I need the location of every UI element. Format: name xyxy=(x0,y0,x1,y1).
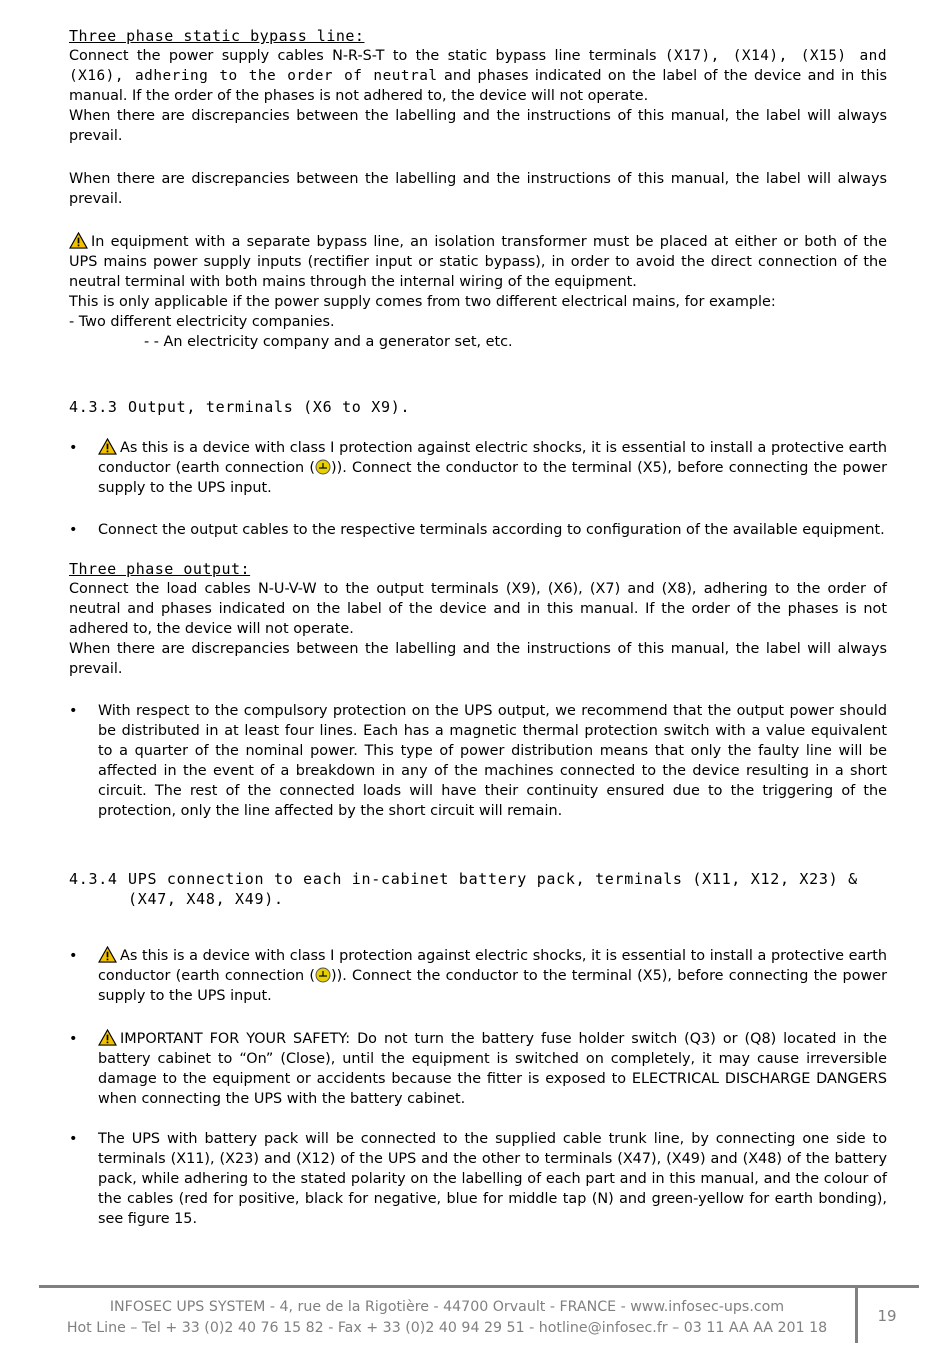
bullet-marker: • xyxy=(69,1031,78,1047)
bypass-p1-part-b: (X17), (X14), (X15) and (X16), adhering to the order of neutral xyxy=(69,48,887,84)
footer-address: INFOSEC UPS SYSTEM - 4, rue de la Rigotière - 44700 Orvault - FRANCE - www.infosec-ups.com xyxy=(109,1299,785,1315)
bypass-warning-text: In equipment with a separate bypass line, an isolation transformer must be placed at either or both of the UPS mains power supply inputs (rectifier input or static bypass), in order to avoid the direct connection of the neutral terminal with both mains through the internal wiring of the equipment. xyxy=(69,234,887,290)
bullet-marker: • xyxy=(69,1131,78,1147)
list-item xyxy=(69,946,887,1006)
list-item xyxy=(69,438,887,498)
section-number: 4.3.3 xyxy=(69,398,118,416)
earth-icon xyxy=(315,459,331,475)
bullet-marker: • xyxy=(69,703,78,719)
section-title: UPS connection to each in-cabinet battery pack, terminals (X11, X12, X23) & (X47, X48, X49). xyxy=(128,870,858,908)
footer xyxy=(39,1297,855,1339)
bullet-marker: • xyxy=(69,948,78,964)
bypass-p1-part-c: and phases indicated on the label of the device and in this manual. If the order of the phases is not adhered to, the device will not operate. xyxy=(69,68,887,104)
list-item-text: )). Connect the conductor to the terminal (X5), before connecting the power supply to the UPS input. xyxy=(98,968,887,1004)
list-item xyxy=(69,1129,887,1229)
footer-contact: Hot Line – Tel + 33 (0)2 40 76 15 82 - Fax + 33 (0)2 40 94 29 51 - hotline@infosec.fr – 03 11 AA AA 201 18 xyxy=(66,1320,828,1336)
section-4-3-3-heading xyxy=(69,397,887,417)
list-item xyxy=(69,701,887,821)
document-page xyxy=(69,26,887,1229)
section-title: Output, terminals (X6 to X9). xyxy=(128,398,411,416)
footer-divider xyxy=(39,1285,919,1288)
bullet-marker: • xyxy=(69,440,78,456)
output-paragraph-1: Connect the load cables N-U-V-W to the output terminals (X9), (X6), (X7) and (X8), adhering to the order of neutral and phases indicated on the label of the device and in this manual. If the order of the phases is not adhered to, the device will not operate. xyxy=(69,581,887,637)
bypass-p1-part-a: Connect the power supply cables N-R-S-T to the static bypass line terminals xyxy=(69,48,665,64)
bypass-warning-paragraph xyxy=(69,232,887,292)
warning-icon xyxy=(98,438,117,455)
warning-icon xyxy=(98,946,117,963)
list-item-text: With respect to the compulsory protection on the UPS output, we recommend that the output power should be distributed in at least four lines. Each has a magnetic thermal protection switch with a value equivalent to a quarter of the nominal power. This type of power distribution means that only the faulty line will be affected in the event of a breakdown in any of the machines connected to the device resulting in a short circuit. The rest of the connected loads will have their continuity ensured due to the triggering of the protection, only the line affected by the short circuit will remain. xyxy=(98,703,887,819)
output-paragraph-2: When there are discrepancies between the labelling and the instructions of this manual, the label will always prevail. xyxy=(69,641,887,677)
section-4-3-4-heading xyxy=(69,869,887,909)
list-item-text: As this is a device with class I protection against electric shocks, it is essential to install a protective earth conductor (earth connection ( xyxy=(98,440,887,476)
section-number: 4.3.4 xyxy=(69,870,118,888)
footer-vertical-divider xyxy=(855,1288,858,1343)
list-item-text: As this is a device with class I protection against electric shocks, it is essential to install a protective earth conductor (earth connection ( xyxy=(98,948,887,984)
bypass-applicable: This is only applicable if the power supply comes from two different electrical mains, for example: xyxy=(69,294,776,310)
bypass-paragraph-2: When there are discrepancies between the labelling and the instructions of this manual, the label will always prevail. xyxy=(69,108,887,144)
bypass-paragraph-3: When there are discrepancies between the labelling and the instructions of this manual, the label will always prevail. xyxy=(69,171,887,207)
list-item-text: )). Connect the conductor to the terminal (X5), before connecting the power supply to the UPS input. xyxy=(98,460,887,496)
page-number: 19 xyxy=(877,1307,897,1325)
earth-icon xyxy=(315,967,331,983)
bullet-marker: • xyxy=(69,522,78,538)
bypass-list-item-1: - Two different electricity companies. xyxy=(69,314,335,330)
output-heading: Three phase output: xyxy=(69,560,251,578)
list-item-text: IMPORTANT FOR YOUR SAFETY: Do not turn the battery fuse holder switch (Q3) or (Q8) located in the battery cabinet to “On” (Close), until the equipment is switched on completely, it may cause irreversible damage to the equipment or accidents because the fitter is exposed to ELECTRICAL DISCHARGE DANGERS when connecting the UPS with the battery cabinet. xyxy=(98,1031,887,1107)
list-item xyxy=(69,1029,887,1109)
bypass-heading: Three phase static bypass line: xyxy=(69,27,365,45)
list-item-text: The UPS with battery pack will be connected to the supplied cable trunk line, by connecting one side to terminals (X11), (X23) and (X12) of the UPS and the other to terminals (X47), (X49) and (X48) of the battery pack, while adhering to the stated polarity on the labelling of each part and in this manual, and the colour of the cables (red for positive, black for negative, blue for middle tap (N) and green-yellow for earth bonding), see figure 15. xyxy=(98,1131,887,1227)
bypass-paragraph-1 xyxy=(69,46,887,106)
list-item-text: Connect the output cables to the respective terminals according to configuration of the available equipment. xyxy=(98,522,885,538)
warning-icon xyxy=(98,1029,117,1046)
list-item xyxy=(69,520,887,540)
warning-icon xyxy=(69,232,88,249)
bypass-list-item-2: - - An electricity company and a generator set, etc. xyxy=(144,334,513,350)
